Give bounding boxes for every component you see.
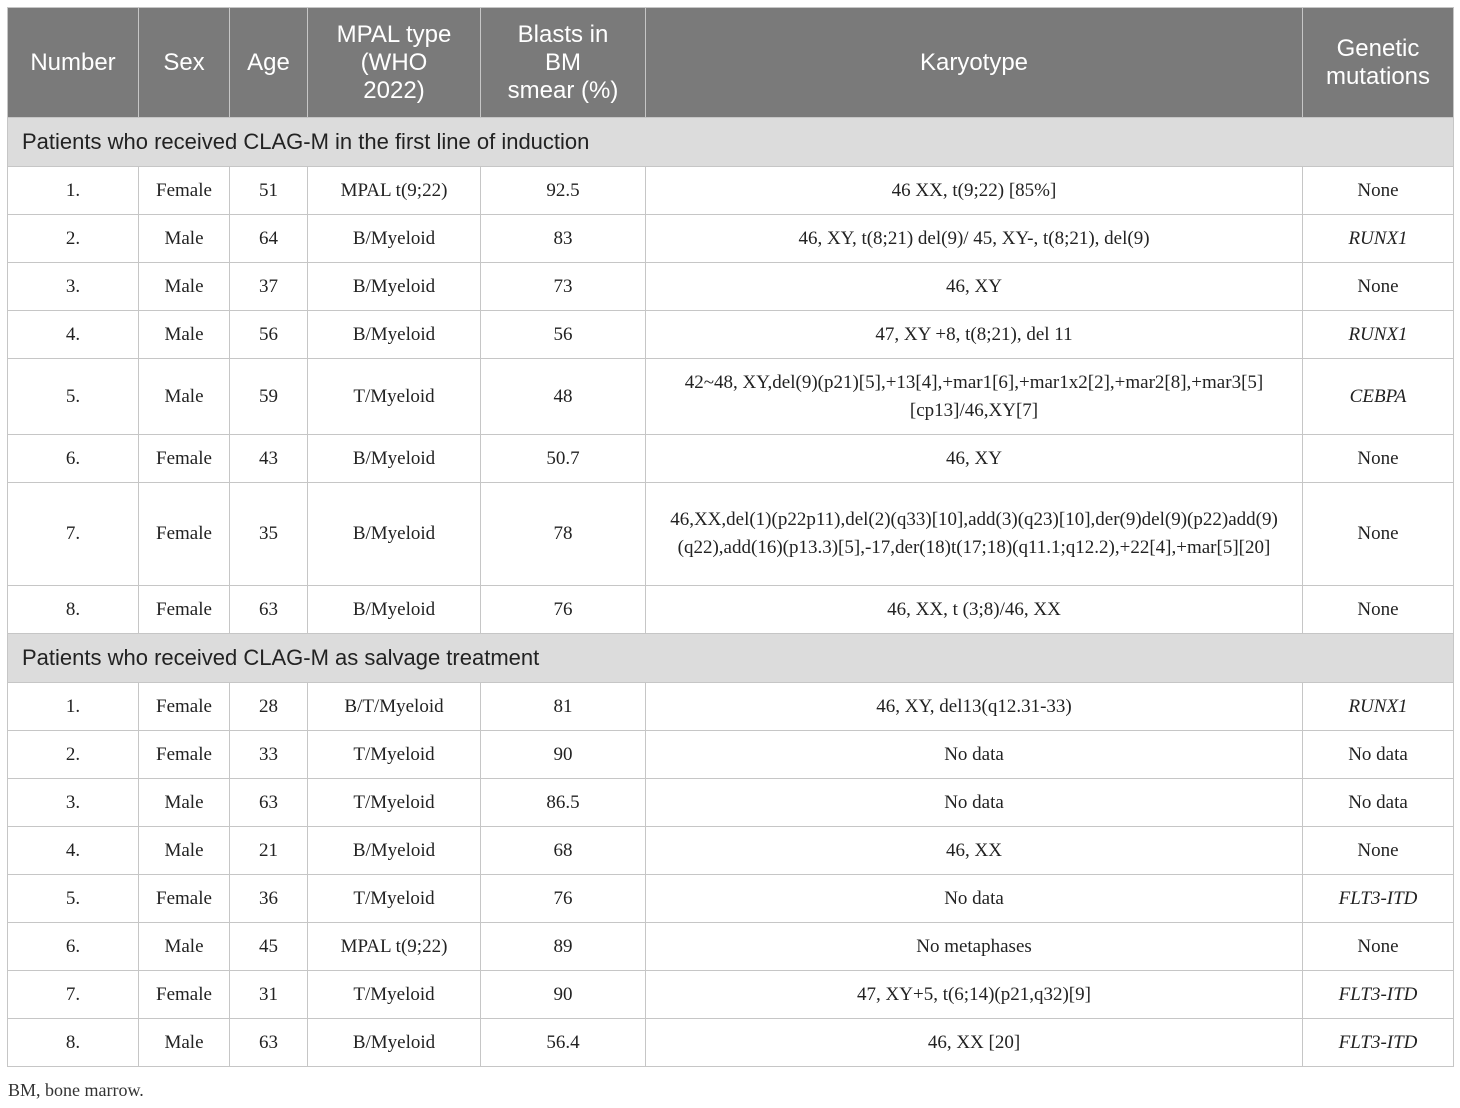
cell-karyotype: 46, XX, t (3;8)/46, XX: [646, 586, 1303, 634]
table-row: [8, 435, 1454, 483]
cell-blasts: 86.5: [481, 779, 646, 827]
cell-mpal-type: T/Myeloid: [308, 359, 481, 435]
cell-mutations: RUNX1: [1303, 215, 1454, 263]
cell-mpal-type: B/Myeloid: [308, 435, 481, 483]
cell-number: 3.: [8, 263, 139, 311]
cell-number: 4.: [8, 311, 139, 359]
cell-mpal-type: T/Myeloid: [308, 875, 481, 923]
cell-blasts: 76: [481, 586, 646, 634]
cell-mutations: RUNX1: [1303, 683, 1454, 731]
cell-sex: Female: [139, 971, 230, 1019]
cell-mutations: RUNX1: [1303, 311, 1454, 359]
cell-age: 59: [230, 359, 308, 435]
cell-sex: Male: [139, 923, 230, 971]
cell-mpal-type: B/Myeloid: [308, 586, 481, 634]
cell-age: 43: [230, 435, 308, 483]
cell-mutations: FLT3-ITD: [1303, 875, 1454, 923]
cell-mutations: No data: [1303, 779, 1454, 827]
patients-table: [7, 7, 1454, 1067]
table-row: [8, 1019, 1454, 1067]
cell-karyotype: 42~48, XY,del(9)(p21)[5],+13[4],+mar1[6],+mar1x2[2],+mar2[8],+mar3[5][cp13]/46,XY[7]: [646, 359, 1303, 435]
cell-age: 37: [230, 263, 308, 311]
table-row: [8, 827, 1454, 875]
cell-blasts: 50.7: [481, 435, 646, 483]
header-mutations-line1: Genetic: [1336, 34, 1420, 62]
cell-karyotype: 46,XX,del(1)(p22p11),del(2)(q33)[10],add(3)(q23)[10],der(9)del(9)(p22)add(9)(q22),add(16)(p13.3)[5],-17,der(18)t(17;18)(q11.1;q12.2),+22[4],+mar[5][20]: [646, 483, 1303, 586]
cell-mutations: FLT3-ITD: [1303, 971, 1454, 1019]
cell-mutations: None: [1303, 167, 1454, 215]
cell-sex: Female: [139, 586, 230, 634]
section-header-row: [8, 118, 1454, 167]
table-row: [8, 483, 1454, 586]
cell-blasts: 73: [481, 263, 646, 311]
cell-number: 8.: [8, 586, 139, 634]
cell-sex: Female: [139, 875, 230, 923]
table-row: [8, 731, 1454, 779]
cell-age: 21: [230, 827, 308, 875]
cell-mutations: CEBPA: [1303, 359, 1454, 435]
cell-mpal-type: T/Myeloid: [308, 731, 481, 779]
cell-number: 2.: [8, 731, 139, 779]
cell-age: 45: [230, 923, 308, 971]
cell-blasts: 90: [481, 971, 646, 1019]
cell-sex: Female: [139, 435, 230, 483]
cell-sex: Female: [139, 683, 230, 731]
cell-blasts: 78: [481, 483, 646, 586]
cell-blasts: 89: [481, 923, 646, 971]
cell-blasts: 76: [481, 875, 646, 923]
cell-mpal-type: T/Myeloid: [308, 779, 481, 827]
table-row: [8, 311, 1454, 359]
cell-number: 7.: [8, 483, 139, 586]
cell-karyotype: 47, XY+5, t(6;14)(p21,q32)[9]: [646, 971, 1303, 1019]
header-sex: Sex: [139, 8, 230, 118]
header-age: Age: [230, 8, 308, 118]
header-blasts-line1: Blasts in: [517, 20, 609, 48]
cell-mpal-type: MPAL t(9;22): [308, 923, 481, 971]
header-blasts-line3: smear (%): [507, 76, 619, 104]
cell-mutations: None: [1303, 586, 1454, 634]
cell-sex: Male: [139, 263, 230, 311]
cell-number: 2.: [8, 215, 139, 263]
cell-mutations: None: [1303, 827, 1454, 875]
cell-karyotype: No data: [646, 731, 1303, 779]
table-row: [8, 167, 1454, 215]
cell-karyotype: 47, XY +8, t(8;21), del 11: [646, 311, 1303, 359]
cell-blasts: 68: [481, 827, 646, 875]
section-title: Patients who received CLAG-M in the first line of induction: [8, 118, 1454, 167]
cell-blasts: 90: [481, 731, 646, 779]
cell-age: 63: [230, 586, 308, 634]
cell-sex: Male: [139, 1019, 230, 1067]
cell-number: 7.: [8, 971, 139, 1019]
cell-number: 1.: [8, 167, 139, 215]
cell-blasts: 81: [481, 683, 646, 731]
cell-mpal-type: B/T/Myeloid: [308, 683, 481, 731]
section-title: Patients who received CLAG-M as salvage treatment: [8, 634, 1454, 683]
cell-karyotype: No data: [646, 875, 1303, 923]
cell-blasts: 56: [481, 311, 646, 359]
cell-number: 1.: [8, 683, 139, 731]
table-row: [8, 215, 1454, 263]
cell-age: 28: [230, 683, 308, 731]
header-blasts: [481, 8, 646, 118]
cell-number: 5.: [8, 875, 139, 923]
cell-karyotype: 46, XX [20]: [646, 1019, 1303, 1067]
cell-karyotype: 46, XY, del13(q12.31-33): [646, 683, 1303, 731]
cell-mpal-type: MPAL t(9;22): [308, 167, 481, 215]
table-row: [8, 923, 1454, 971]
cell-karyotype: 46, XY: [646, 435, 1303, 483]
cell-mutations: None: [1303, 483, 1454, 586]
cell-sex: Male: [139, 779, 230, 827]
cell-blasts: 83: [481, 215, 646, 263]
table-row: [8, 586, 1454, 634]
cell-number: 3.: [8, 779, 139, 827]
cell-age: 56: [230, 311, 308, 359]
table-row: [8, 359, 1454, 435]
cell-number: 6.: [8, 435, 139, 483]
table-row: [8, 263, 1454, 311]
cell-number: 8.: [8, 1019, 139, 1067]
cell-number: 4.: [8, 827, 139, 875]
table-row: [8, 779, 1454, 827]
cell-mpal-type: B/Myeloid: [308, 1019, 481, 1067]
cell-mpal-type: T/Myeloid: [308, 971, 481, 1019]
cell-blasts: 92.5: [481, 167, 646, 215]
cell-blasts: 56.4: [481, 1019, 646, 1067]
header-mpal-type-line3: 2022): [363, 76, 425, 104]
cell-sex: Male: [139, 827, 230, 875]
table-body: [8, 118, 1454, 1067]
cell-mpal-type: B/Myeloid: [308, 215, 481, 263]
header-mpal-type-line1: MPAL type: [336, 20, 452, 48]
cell-age: 63: [230, 1019, 308, 1067]
cell-mutations: None: [1303, 263, 1454, 311]
cell-sex: Male: [139, 311, 230, 359]
table-row: [8, 683, 1454, 731]
header-blasts-line2: BM: [545, 48, 581, 76]
cell-sex: Female: [139, 483, 230, 586]
cell-sex: Male: [139, 359, 230, 435]
cell-sex: Female: [139, 167, 230, 215]
cell-karyotype: No data: [646, 779, 1303, 827]
cell-mpal-type: B/Myeloid: [308, 311, 481, 359]
cell-mutations: None: [1303, 923, 1454, 971]
section-header-row: [8, 634, 1454, 683]
header-karyotype: Karyotype: [646, 8, 1303, 118]
cell-sex: Male: [139, 215, 230, 263]
cell-number: 5.: [8, 359, 139, 435]
header-mutations: [1303, 8, 1454, 118]
cell-age: 33: [230, 731, 308, 779]
cell-mutations: No data: [1303, 731, 1454, 779]
cell-mpal-type: B/Myeloid: [308, 263, 481, 311]
cell-age: 51: [230, 167, 308, 215]
table-header: [8, 8, 1454, 118]
cell-karyotype: 46, XY: [646, 263, 1303, 311]
cell-mpal-type: B/Myeloid: [308, 827, 481, 875]
cell-age: 36: [230, 875, 308, 923]
header-mutations-line2: mutations: [1325, 62, 1431, 90]
cell-number: 6.: [8, 923, 139, 971]
cell-blasts: 48: [481, 359, 646, 435]
table-row: [8, 875, 1454, 923]
header-number: Number: [8, 8, 139, 118]
cell-age: 31: [230, 971, 308, 1019]
cell-karyotype: 46 XX, t(9;22) [85%]: [646, 167, 1303, 215]
header-mpal-type-line2: (WHO: [360, 48, 428, 76]
cell-karyotype: 46, XY, t(8;21) del(9)/ 45, XY-, t(8;21), del(9): [646, 215, 1303, 263]
cell-mutations: None: [1303, 435, 1454, 483]
cell-karyotype: No metaphases: [646, 923, 1303, 971]
cell-karyotype: 46, XX: [646, 827, 1303, 875]
cell-mpal-type: B/Myeloid: [308, 483, 481, 586]
header-mpal-type: [308, 8, 481, 118]
table-footnote: BM, bone marrow.: [8, 1080, 144, 1100]
cell-age: 35: [230, 483, 308, 586]
cell-age: 64: [230, 215, 308, 263]
cell-sex: Female: [139, 731, 230, 779]
cell-age: 63: [230, 779, 308, 827]
cell-mutations: FLT3-ITD: [1303, 1019, 1454, 1067]
table-row: [8, 971, 1454, 1019]
